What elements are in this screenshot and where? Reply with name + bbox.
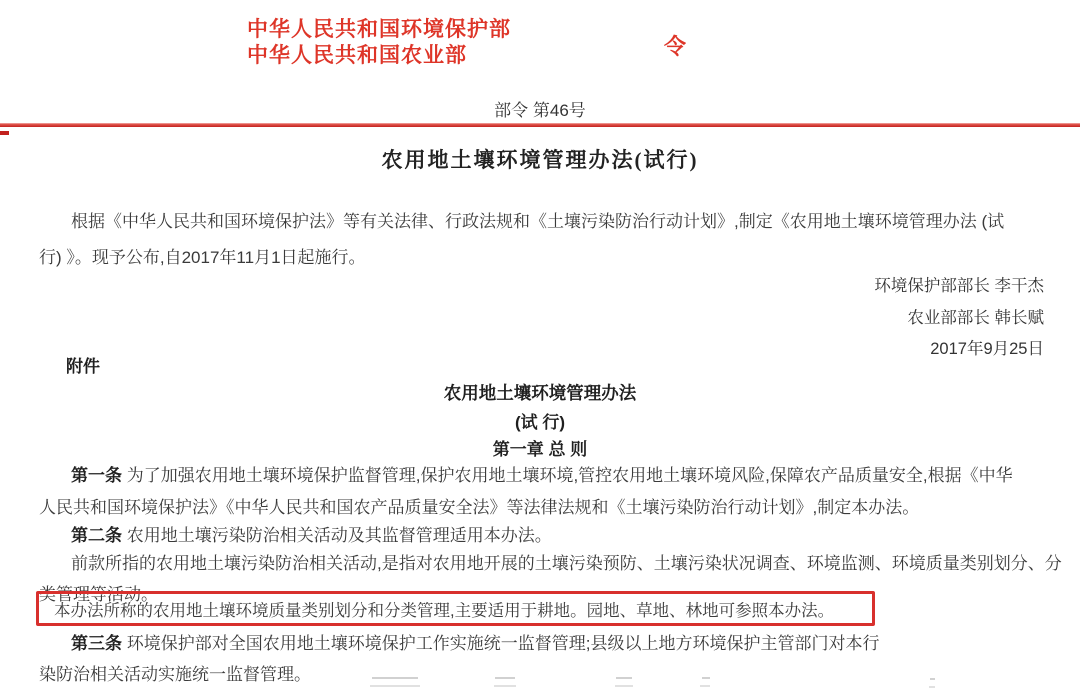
article-2-label: 第二条	[71, 526, 122, 545]
attachment-subtitle: (试 行)	[514, 413, 566, 432]
clipped-text-fragment	[929, 686, 935, 688]
article-1-line-1	[71, 461, 1013, 486]
clipped-text-fragment	[616, 677, 632, 679]
chapter-heading: 第一章 总 则	[492, 440, 588, 459]
article-2-para-line-2: 类管理等活动。	[39, 585, 158, 604]
article-2-line	[71, 521, 552, 546]
article-3-line-1	[71, 629, 879, 654]
signature-minister-ag: 农业部部长 韩长赋	[907, 308, 1044, 327]
signature-date: 2017年9月25日	[930, 340, 1044, 358]
highlight-annotation-box	[36, 591, 875, 626]
article-1-text: 为了加强农用地土壤环境保护监督管理,保护农用地土壤环境,管控农用地土壤环境风险,保障农产品质量安全,根据《中华	[122, 466, 1013, 485]
article-1-label: 第一条	[71, 466, 122, 485]
article-2-text: 农用地土壤污染防治相关活动及其监督管理适用本办法。	[122, 526, 552, 545]
authority-line-1: 中华人民共和国环境保护部	[247, 18, 511, 41]
article-3-line-2: 染防治相关活动实施统一监督管理。	[39, 665, 311, 684]
decree-word: 令	[664, 34, 687, 59]
clipped-text-fragment	[930, 678, 935, 680]
clipped-text-fragment	[702, 677, 710, 679]
article-3-label: 第三条	[71, 634, 122, 653]
attachment-title: 农用地土壤环境管理办法	[443, 383, 637, 403]
article-3-text: 环境保护部对全国农用地土壤环境保护工作实施统一监督管理;县级以上地方环境保护主管部门对本行	[122, 634, 880, 653]
clipped-text-fragment	[494, 685, 516, 687]
signature-block	[874, 271, 1044, 366]
article-1-line-2: 人民共和国环境保护法》《中华人民共和国农产品质量安全法》等法律法规和《土壤污染防治行动计划》,制定本办法。	[39, 498, 920, 517]
highlighted-sentence: 本办法所称的农用地土壤环境质量类别划分和分类管理,主要适用于耕地。园地、草地、林地可参照本办法。	[54, 601, 835, 620]
header-divider-rule	[0, 123, 1080, 127]
clipped-text-fragment	[495, 677, 515, 679]
divider-left-tab	[0, 131, 9, 135]
clipped-text-fragment	[615, 685, 633, 687]
attachment-label: 附件	[66, 357, 100, 376]
issuing-authorities	[247, 17, 511, 69]
article-2-para-line-1: 前款所指的农用地土壤污染防治相关活动,是指对农用地开展的土壤污染预防、土壤污染状况调查、环境监测、环境质量类别划分、分	[71, 554, 1062, 573]
preamble-line: 行) 》。现予公布,自2017年11月1日起施行。	[39, 248, 366, 267]
clipped-text-fragment	[372, 677, 418, 679]
preamble-line: 根据《中华人民共和国环境保护法》等有关法律、行政法规和《土壤污染防治行动计划》,制定《农用地土壤环境管理办法 (试	[71, 212, 1005, 231]
clipped-text-fragment	[370, 685, 420, 687]
authority-line-2: 中华人民共和国农业部	[247, 44, 467, 67]
clipped-text-fragment	[700, 685, 710, 687]
signature-minister-ep: 环境保护部部长 李干杰	[874, 277, 1044, 295]
document-title: 农用地土壤环境管理办法(试行)	[381, 148, 699, 172]
decree-number: 部令 第46号	[494, 101, 586, 120]
